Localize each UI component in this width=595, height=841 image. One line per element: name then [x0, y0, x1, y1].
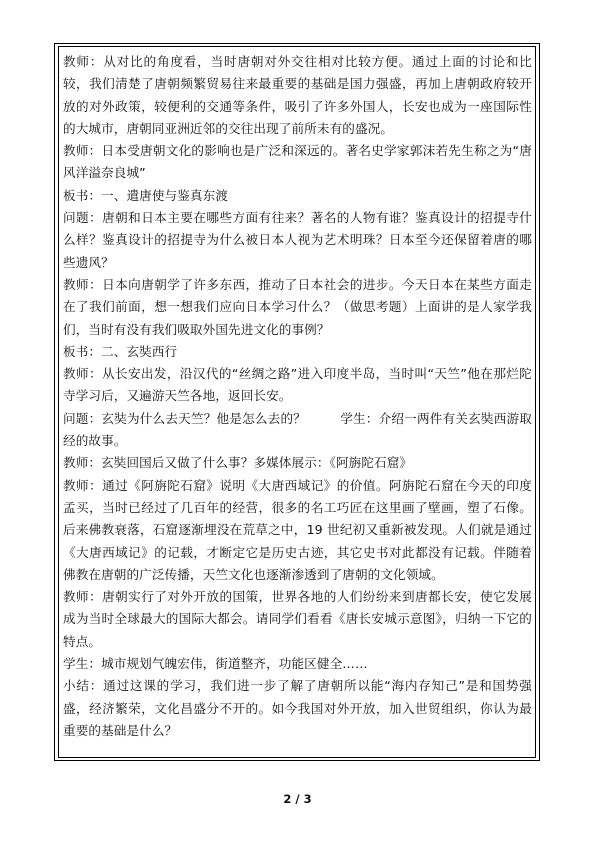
paragraph-teacher-japan-influence: 教师：日本受唐朝文化的影响也是广泛和深远的。著名史学家郭沫若先生称之为“唐风洋溢奈良城”	[63, 143, 532, 181]
paragraph-teacher-ajanta: 教师：通过《阿旃陀石窟》说明《大唐西域记》的价值。阿旃陀石窟在今天的印度孟买，当时已经过了几百年的经营，很多的名工巧匠在这里画了壁画，塑了石像。后来佛教衰落，石窟逐渐埋没在荒草之中，19 世纪初又重新被发现。人们就是通过《大唐西域记》的记载，才断定它是历史古迹，其它史书对此都没有记载。伴随着佛教在唐朝的广泛传播，天竺文化也逐渐渗透到了唐朝的文化领域。	[63, 477, 532, 582]
paragraph-summary: 小结：通过这课的学习，我们进一步了解了唐朝所以能“海内存知己”是和国势强盛，经济繁荣，文化昌盛分不开的。如今我国对外开放，加入世贸组织，你认为最重要的基础是什么？	[63, 678, 532, 738]
board-note-envoys: 板书：一、遣唐使与鉴真东渡	[63, 187, 229, 203]
paragraph-questions-japan: 问题：唐朝和日本主要在哪些方面有往来？著名的人物有谁？鉴真设计的招提寺什么样？鉴真设计的招提寺为什么被日本人视为艺术明珠？日本至今还保留着唐的哪些遗风？	[63, 210, 532, 270]
paragraph-teacher-learn-from-japan: 教师：日本向唐朝学了许多东西，推动了日本社会的进步。今天日本在某些方面走在了我们前面，想一想我们应向日本学习什么？（做思考题）上面讲的是人家学我们，当时有没有我们吸取外国先进文化的事例？	[63, 276, 532, 337]
paragraph-student-city: 学生：城市规划气魄宏伟，街道整齐，功能区健全……	[63, 656, 368, 672]
paragraph-teacher-xuanzang-journey: 教师：从长安出发，沿汉代的“丝绸之路”进入印度半岛，当时叫“天竺”他在那烂陀寺学习后，又遍游天竺各地，返回长安。	[63, 366, 532, 404]
paragraph-teacher-comparison: 教师：从对比的角度看，当时唐朝对外交往相对比较方便。通过上面的讨论和比较，我们清楚了唐朝频繁贸易往来最重要的基础是国力强盛，再加上唐朝政府较开放的对外政策，较便利的交通等条件，吸引了许多外国人，长安也成为一座国际性的大城市，唐朝同亚洲近邻的交往出现了前所未有的盛况。	[63, 54, 532, 136]
student-answer-text: 学生：介绍一两件有关玄奘西游取经的故事。	[63, 410, 533, 449]
paragraph-teacher-changan: 教师：唐朝实行了对外开放的国策，世界各地的人们纷纷来到唐都长安，使它发展成为当时全球最大的国际大都会。请同学们看看《唐长安城示意图》，归纳一下它的特点。	[63, 589, 532, 649]
paragraph-question-student	[63, 408, 532, 453]
lesson-content-cell	[58, 46, 536, 758]
board-note-xuanzang: 板书：二、玄奘西行	[63, 343, 178, 359]
question-text: 问题：玄奘为什么去天竺？他是怎么去的？	[63, 410, 307, 426]
page-number: 2 / 3	[283, 792, 312, 806]
paragraph-teacher-multimedia: 教师：玄奘回国后又做了什么事？多媒体展示：《阿旃陀石窟》	[63, 455, 413, 471]
